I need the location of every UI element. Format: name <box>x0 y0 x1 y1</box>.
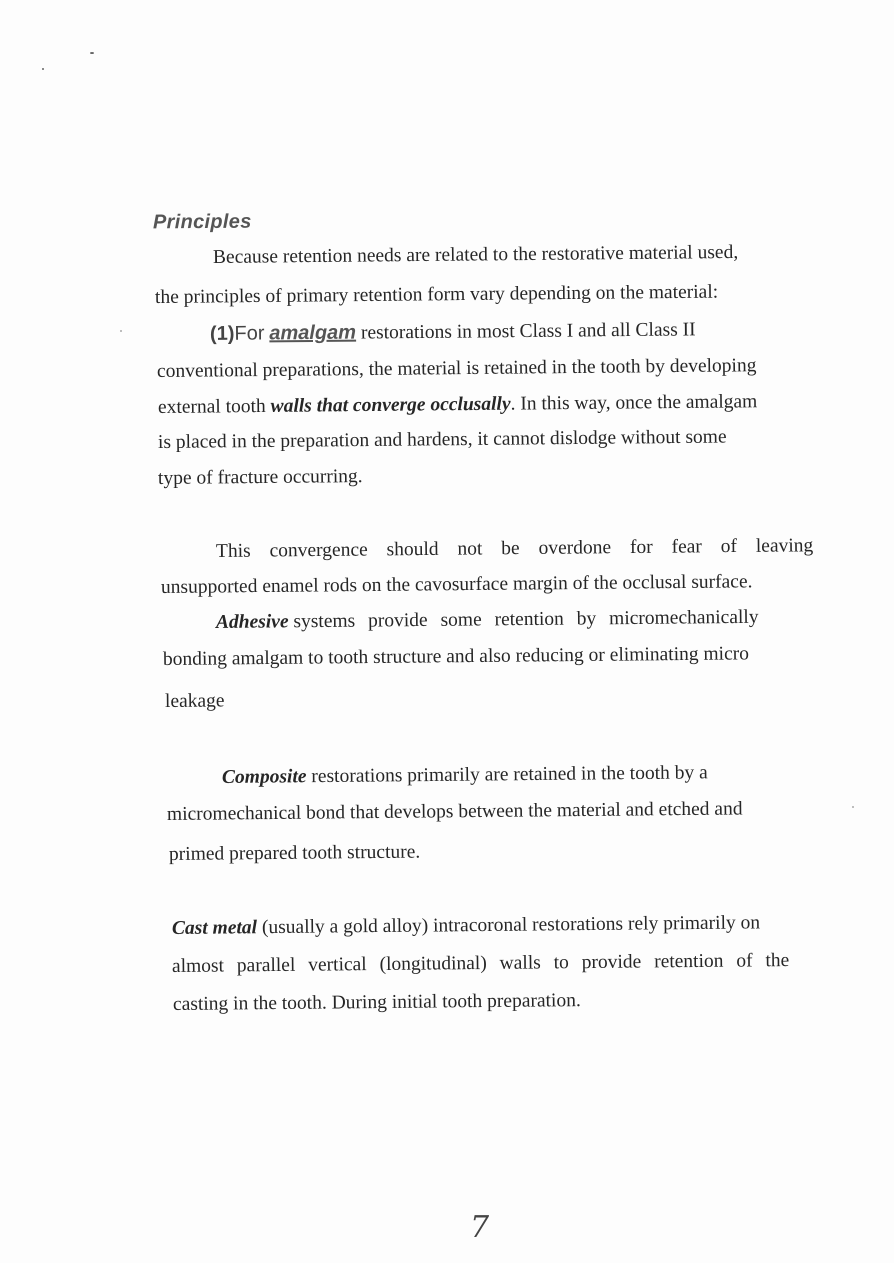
paragraph-3-line-5: leakage <box>164 690 225 712</box>
paragraph-4-line-3: primed prepared tooth structure. <box>168 841 421 865</box>
paragraph-3-line-1: This convergence should not be overdone for fear of leaving <box>215 535 814 562</box>
paragraph-3-line-4: bonding amalgam to tooth structure and also reducing or eliminating micro <box>162 643 750 670</box>
paragraph-2-line-1: (1)For amalgam restorations in most Class I and all Class II <box>209 319 696 345</box>
cast-metal-term: Cast metal <box>171 917 258 939</box>
scan-speck <box>120 330 122 332</box>
paragraph-1-line-1: Because retention needs are related to the restorative material used, <box>212 241 739 268</box>
paragraph-1-line-2: the principles of primary retention form vary depending on the material: <box>154 281 719 308</box>
paragraph-2-line-3: external tooth walls that converge occlusally. In this way, once the amalgam <box>157 391 758 418</box>
paragraph-5-line-2: almost parallel vertical (longitudinal) walls to provide retention of the <box>171 950 790 977</box>
paragraph-2-line-2: conventional preparations, the material is retained in the tooth by developing <box>156 355 757 382</box>
for-word: For <box>234 322 265 345</box>
scan-speck <box>90 52 94 54</box>
section-heading: Principles <box>152 210 252 234</box>
composite-term: Composite <box>221 766 307 788</box>
paragraph-2-line-4: is placed in the preparation and hardens, it cannot dislodge without some <box>157 426 727 453</box>
page-number: 7 <box>470 1210 490 1245</box>
paragraph-2-line-5: type of fracture occurring. <box>157 466 363 489</box>
adhesive-term: Adhesive <box>215 611 289 633</box>
scan-speck <box>42 68 44 70</box>
paragraph-3-line-2: unsupported enamel rods on the cavosurface margin of the occlusal surface. <box>160 571 753 598</box>
paragraph-4-line-2: micromechanical bond that develops between the material and etched and <box>166 798 743 825</box>
paragraph-3-line-3: Adhesive systems provide some retention by micromechanically <box>215 606 759 633</box>
converge-phrase: walls that converge occlusally <box>270 393 511 417</box>
amalgam-term: amalgam <box>269 321 357 345</box>
paragraph-4-line-1: Composite restorations primarily are retained in the tooth by a <box>221 762 708 788</box>
paragraph-5-line-1: Cast metal (usually a gold alloy) intracoronal restorations rely primarily on <box>171 912 761 939</box>
scan-speck <box>852 806 854 808</box>
list-number: (1) <box>209 322 235 345</box>
paragraph-5-line-3: casting in the tooth. During initial tooth preparation. <box>172 990 581 1015</box>
